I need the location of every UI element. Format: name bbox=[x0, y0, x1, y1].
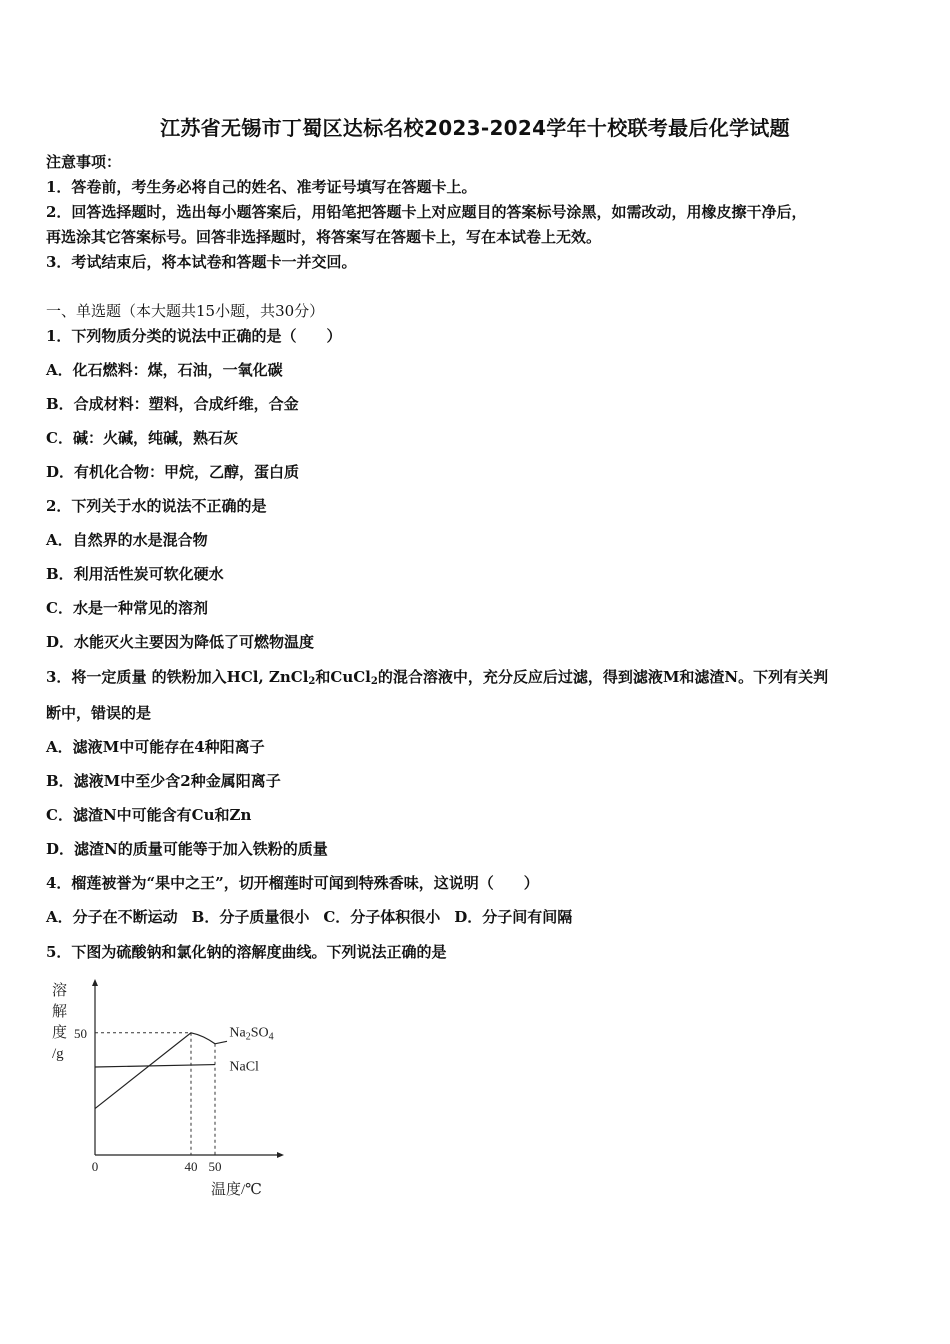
question-4-option-c: C．分子体积很小 bbox=[323, 908, 441, 926]
question-1-option-b: B．合成材料：塑料，合成纤维，合金 bbox=[46, 395, 299, 413]
question-4-stem: 4．榴莲被誉为“果中之王”，切开榴莲时可闻到特殊香味，这说明（ ） bbox=[46, 874, 539, 892]
x-tick-label: 50 bbox=[208, 1159, 222, 1174]
question-3-stem: 3．将一定质量 的铁粉加入HCl, ZnCl$_2$和CuCl$_2$的混合溶液中，充分反应后过滤，得到滤液M和滤渣N。下列有关判 bbox=[46, 668, 829, 687]
y-tick-label: 50 bbox=[74, 1025, 87, 1041]
series-label-nacl: NaCl bbox=[229, 1059, 259, 1075]
question-4-option-a: A．分子在不断运动 bbox=[46, 908, 178, 926]
question-1-option-c: C．碱：火碱，纯碱，熟石灰 bbox=[46, 429, 238, 447]
question-2-option-c: C．水是一种常见的溶剂 bbox=[46, 599, 208, 617]
question-2-option-b: B．利用活性炭可软化硬水 bbox=[46, 565, 224, 583]
question-2-stem: 2．下列关于水的说法不正确的是 bbox=[46, 497, 267, 515]
notice-item-1: 1．答卷前，考生务必将自己的姓名、准考证号填写在答题卡上。 bbox=[46, 178, 477, 196]
series-line-na2so4 bbox=[95, 1033, 227, 1109]
y-axis-arrow bbox=[92, 979, 98, 986]
y-axis-label-char: 度 bbox=[52, 1025, 68, 1041]
notice-item-2-line-2: 再选涂其它答案标号。回答非选择题时，将答案写在答题卡上，写在本试卷上无效。 bbox=[46, 228, 602, 246]
notice-item-2-line-1: 2．回答选择题时，选出每小题答案后，用铅笔把答题卡上对应题目的答案标号涂黑，如需改动，用橡皮擦干净后， bbox=[46, 203, 807, 221]
question-1-stem: 1．下列物质分类的说法中正确的是（ ） bbox=[46, 327, 342, 345]
y-axis-label-char: 溶 bbox=[52, 983, 68, 999]
question-1-option-a: A．化石燃料：煤，石油，一氧化碳 bbox=[46, 361, 283, 379]
question-4-option-b: B．分子质量很小 bbox=[191, 908, 310, 926]
x-tick-label: 40 bbox=[184, 1159, 198, 1174]
question-3-option-d: D．滤渣N的质量可能等于加入铁粉的质量 bbox=[46, 840, 328, 858]
solubility-chart bbox=[46, 975, 306, 1205]
series-line-nacl bbox=[95, 1065, 215, 1067]
notice-item-3: 3．考试结束后，将本试卷和答题卡一并交回。 bbox=[46, 253, 357, 271]
section-heading: 一、单选题（本大题共15小题，共30分） bbox=[46, 302, 325, 320]
series-label-na2so4: $Na_2SO_4$ bbox=[229, 1025, 274, 1043]
question-3-option-c: C．滤渣N中可能含有Cu和Zn bbox=[46, 806, 252, 824]
x-axis-label: 温度/℃ bbox=[211, 1182, 262, 1198]
question-4-options bbox=[46, 907, 586, 927]
question-2-option-d: D．水能灭火主要因为降低了可燃物温度 bbox=[46, 633, 315, 651]
y-axis-label-char: 解 bbox=[52, 1004, 68, 1020]
y-axis-label-char: /g bbox=[52, 1046, 64, 1062]
x-axis-arrow bbox=[277, 1152, 284, 1158]
page-title: 江苏省无锡市丁蜀区达标名校2023-2024学年十校联考最后化学试题 bbox=[160, 116, 790, 140]
question-3-option-b: B．滤液M中至少含2种金属阳离子 bbox=[46, 772, 281, 790]
question-3-stem-line-2: 断中，错误的是 bbox=[46, 704, 152, 722]
question-4-option-d: D．分子间有间隔 bbox=[454, 908, 573, 926]
x-tick-label: 0 bbox=[91, 1159, 99, 1174]
question-5-stem: 5．下图为硫酸钠和氯化钠的溶解度曲线。下列说法正确的是 bbox=[46, 943, 447, 961]
question-3-option-a: A．滤液M中可能存在4种阳离子 bbox=[46, 738, 265, 756]
question-1-option-d: D．有机化合物：甲烷，乙醇，蛋白质 bbox=[46, 463, 300, 481]
notice-heading: 注意事项： bbox=[46, 153, 122, 171]
question-2-option-a: A．自然界的水是混合物 bbox=[46, 531, 208, 549]
